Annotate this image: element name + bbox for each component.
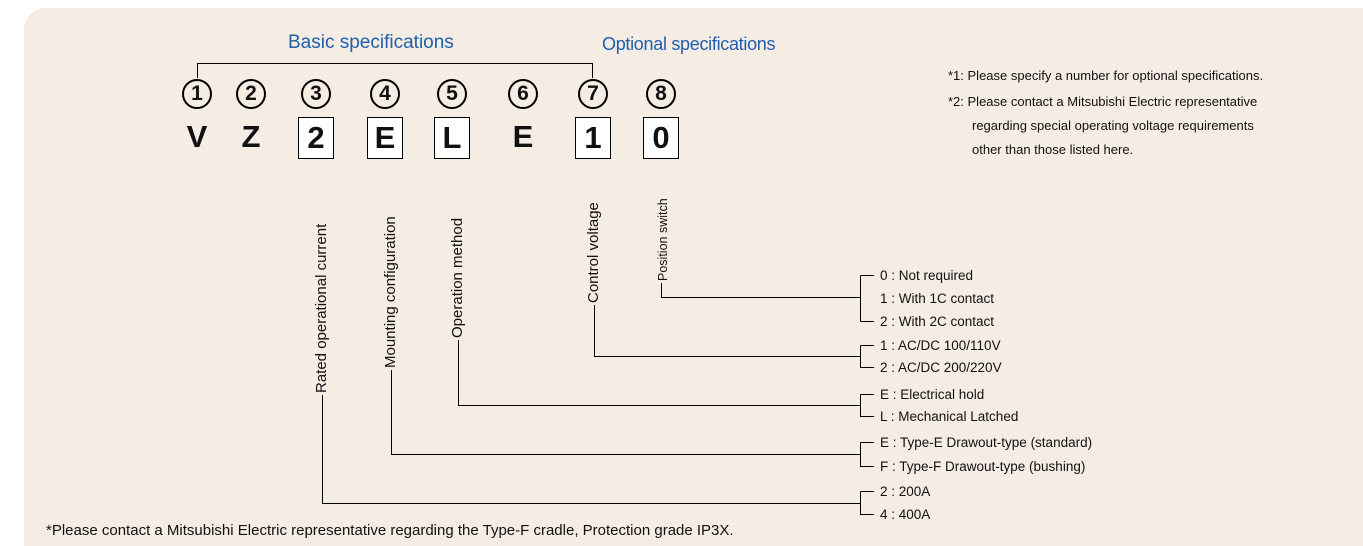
note-1: *1: Please specify a number for optional specifications. <box>948 68 1264 83</box>
label-mounting-configuration: Mounting configuration <box>382 216 399 368</box>
position-switch-connector <box>662 283 861 298</box>
option-operation-e: E : Electrical hold <box>880 387 985 402</box>
label-operation-method: Operation method <box>449 217 466 338</box>
code-char-3: 2 <box>298 117 334 159</box>
label-control-voltage: Control voltage <box>585 202 602 303</box>
mounting-bracket <box>861 443 875 467</box>
basic-spec-bracket <box>198 64 593 79</box>
option-mounting-f: F : Type-F Drawout-type (bushing) <box>880 459 1086 474</box>
code-char-7: 1 <box>575 117 611 159</box>
control-voltage-bracket <box>861 346 875 368</box>
code-char-2: Z <box>241 119 261 154</box>
position-number-2: 2 <box>236 79 266 109</box>
position-number-5: 5 <box>437 79 467 109</box>
position-number-3: 3 <box>301 79 331 109</box>
operation-connector <box>459 340 861 406</box>
position-number-7: 7 <box>578 79 608 109</box>
code-char-6: E <box>512 119 534 154</box>
position-switch-bracket <box>861 276 875 322</box>
position-number-8: 8 <box>646 79 676 109</box>
control-voltage-connector <box>595 305 861 357</box>
rated-current-bracket <box>861 492 875 515</box>
code-char-5: L <box>434 117 470 159</box>
note-2-line-2: regarding special operating voltage requirements <box>972 118 1254 133</box>
code-char-4: E <box>367 117 403 159</box>
option-control-voltage-1: 1 : AC/DC 100/110V <box>880 338 1001 353</box>
note-2-line-1: *2: Please contact a Mitsubishi Electric representative <box>948 94 1258 109</box>
option-rated-current-4: 4 : 400A <box>880 507 931 522</box>
code-char-8: 0 <box>643 117 679 159</box>
option-position-switch-0: 0 : Not required <box>880 268 974 283</box>
code-char-1: V <box>186 119 208 154</box>
position-number-4: 4 <box>370 79 400 109</box>
option-mounting-e: E : Type-E Drawout-type (standard) <box>880 435 1093 450</box>
option-rated-current-2: 2 : 200A <box>880 484 931 499</box>
rated-current-connector <box>323 395 861 504</box>
label-rated-operational-current: Rated operational current <box>313 223 330 393</box>
label-position-switch: Position switch <box>656 198 670 281</box>
position-number-6: 6 <box>508 79 538 109</box>
optional-specifications-header: Optional specifications <box>602 34 776 54</box>
basic-specifications-header: Basic specifications <box>288 32 454 53</box>
footer-note: *Please contact a Mitsubishi Electric representative regarding the Type-F cradle, Protection grade IP3X. <box>46 522 734 539</box>
note-2-line-3: other than those listed here. <box>972 142 1134 157</box>
option-operation-l: L : Mechanical Latched <box>880 409 1019 424</box>
option-control-voltage-2: 2 : AC/DC 200/220V <box>880 360 1002 375</box>
option-position-switch-1: 1 : With 1C contact <box>880 291 995 306</box>
mounting-connector <box>392 370 861 455</box>
position-number-1: 1 <box>182 79 212 109</box>
option-position-switch-2: 2 : With 2C contact <box>880 314 995 329</box>
operation-bracket <box>861 395 875 417</box>
